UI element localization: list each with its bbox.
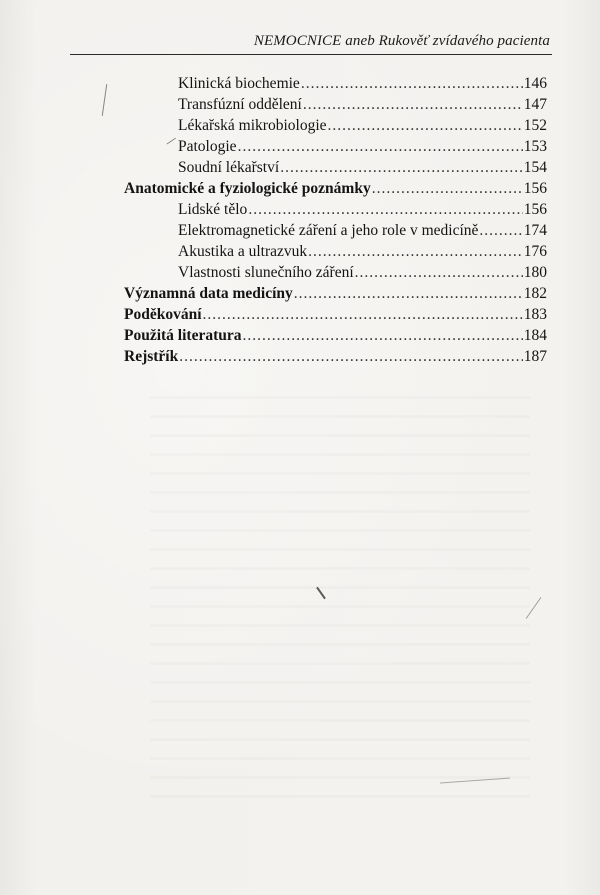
toc-leader-dots xyxy=(303,94,523,116)
toc-entry xyxy=(178,115,547,137)
toc-leader-dots xyxy=(479,220,522,242)
pencil-tick: ⟋ xyxy=(165,135,177,149)
toc-entry xyxy=(178,241,547,263)
toc-leader-dots xyxy=(179,346,523,368)
toc-entry-page: 146 xyxy=(523,75,547,92)
toc-leader-dots xyxy=(238,136,523,158)
toc-chapter-page: 183 xyxy=(523,306,547,323)
toc-leader-dots xyxy=(328,115,523,137)
toc-entry-title: Lékařská mikrobiologie xyxy=(178,117,327,134)
running-head: NEMOCNICE aneb Rukověť zvídavého pacienta xyxy=(253,33,550,49)
toc-leader-dots xyxy=(308,241,523,263)
toc-leader-dots xyxy=(280,157,523,179)
toc-entry-title: Patologie xyxy=(178,138,237,155)
toc-entry-page: 180 xyxy=(523,264,547,281)
toc-chapter-page: 156 xyxy=(523,180,547,197)
toc-chapter-page: 182 xyxy=(523,285,547,302)
toc-chapter xyxy=(124,283,547,305)
toc-leader-dots xyxy=(355,262,523,284)
show-through-texture xyxy=(150,380,530,800)
toc-entry-page: 176 xyxy=(523,243,547,260)
toc-chapter-page: 184 xyxy=(523,327,547,344)
toc-leader-dots xyxy=(294,283,523,305)
header-rule xyxy=(70,54,552,55)
toc-entry-page: 153 xyxy=(523,138,547,155)
toc-entry xyxy=(178,73,547,95)
toc-entry xyxy=(178,136,547,158)
toc-entry-title: Lidské tělo xyxy=(178,201,248,218)
toc-entry-page: 174 xyxy=(523,222,547,239)
toc-entry-page: 147 xyxy=(523,96,547,113)
toc-chapter-page: 187 xyxy=(523,348,547,365)
toc-chapter-title: Poděkování xyxy=(124,306,202,323)
toc-leader-dots xyxy=(248,199,522,221)
toc-chapter xyxy=(124,346,547,368)
toc-entry xyxy=(178,220,547,242)
toc-entry-title: Klinická biochemie xyxy=(178,75,300,92)
toc-entry-page: 156 xyxy=(523,201,547,218)
toc-chapter xyxy=(124,325,547,347)
toc-entry-title: Vlastnosti slunečního záření xyxy=(178,264,354,281)
toc-entry xyxy=(178,157,547,179)
toc-chapter-title: Rejstřík xyxy=(124,348,179,365)
toc-chapter xyxy=(124,178,547,200)
pencil-mark xyxy=(102,84,107,116)
toc-entry-page: 154 xyxy=(523,159,547,176)
toc-chapter xyxy=(124,304,547,326)
toc-chapter-title: Anatomické a fyziologické poznámky xyxy=(124,180,371,197)
toc-entry-title: Akustika a ultrazvuk xyxy=(178,243,308,260)
toc-leader-dots xyxy=(301,73,523,95)
toc-entry-page: 152 xyxy=(523,117,547,134)
toc-chapter-title: Použitá literatura xyxy=(124,327,242,344)
toc-leader-dots xyxy=(203,304,523,326)
toc-entry-title: Soudní lékařství xyxy=(178,159,280,176)
toc-entry xyxy=(178,199,547,221)
toc-leader-dots xyxy=(243,325,523,347)
toc-entry-title: Elektromagnetické záření a jeho role v medicíně xyxy=(178,222,479,239)
toc-entry xyxy=(178,94,547,116)
toc-chapter-title: Významná data medicíny xyxy=(124,285,293,302)
toc-entry xyxy=(178,262,547,284)
toc-leader-dots xyxy=(372,178,523,200)
toc-entry-title: Transfúzní oddělení xyxy=(178,96,302,113)
